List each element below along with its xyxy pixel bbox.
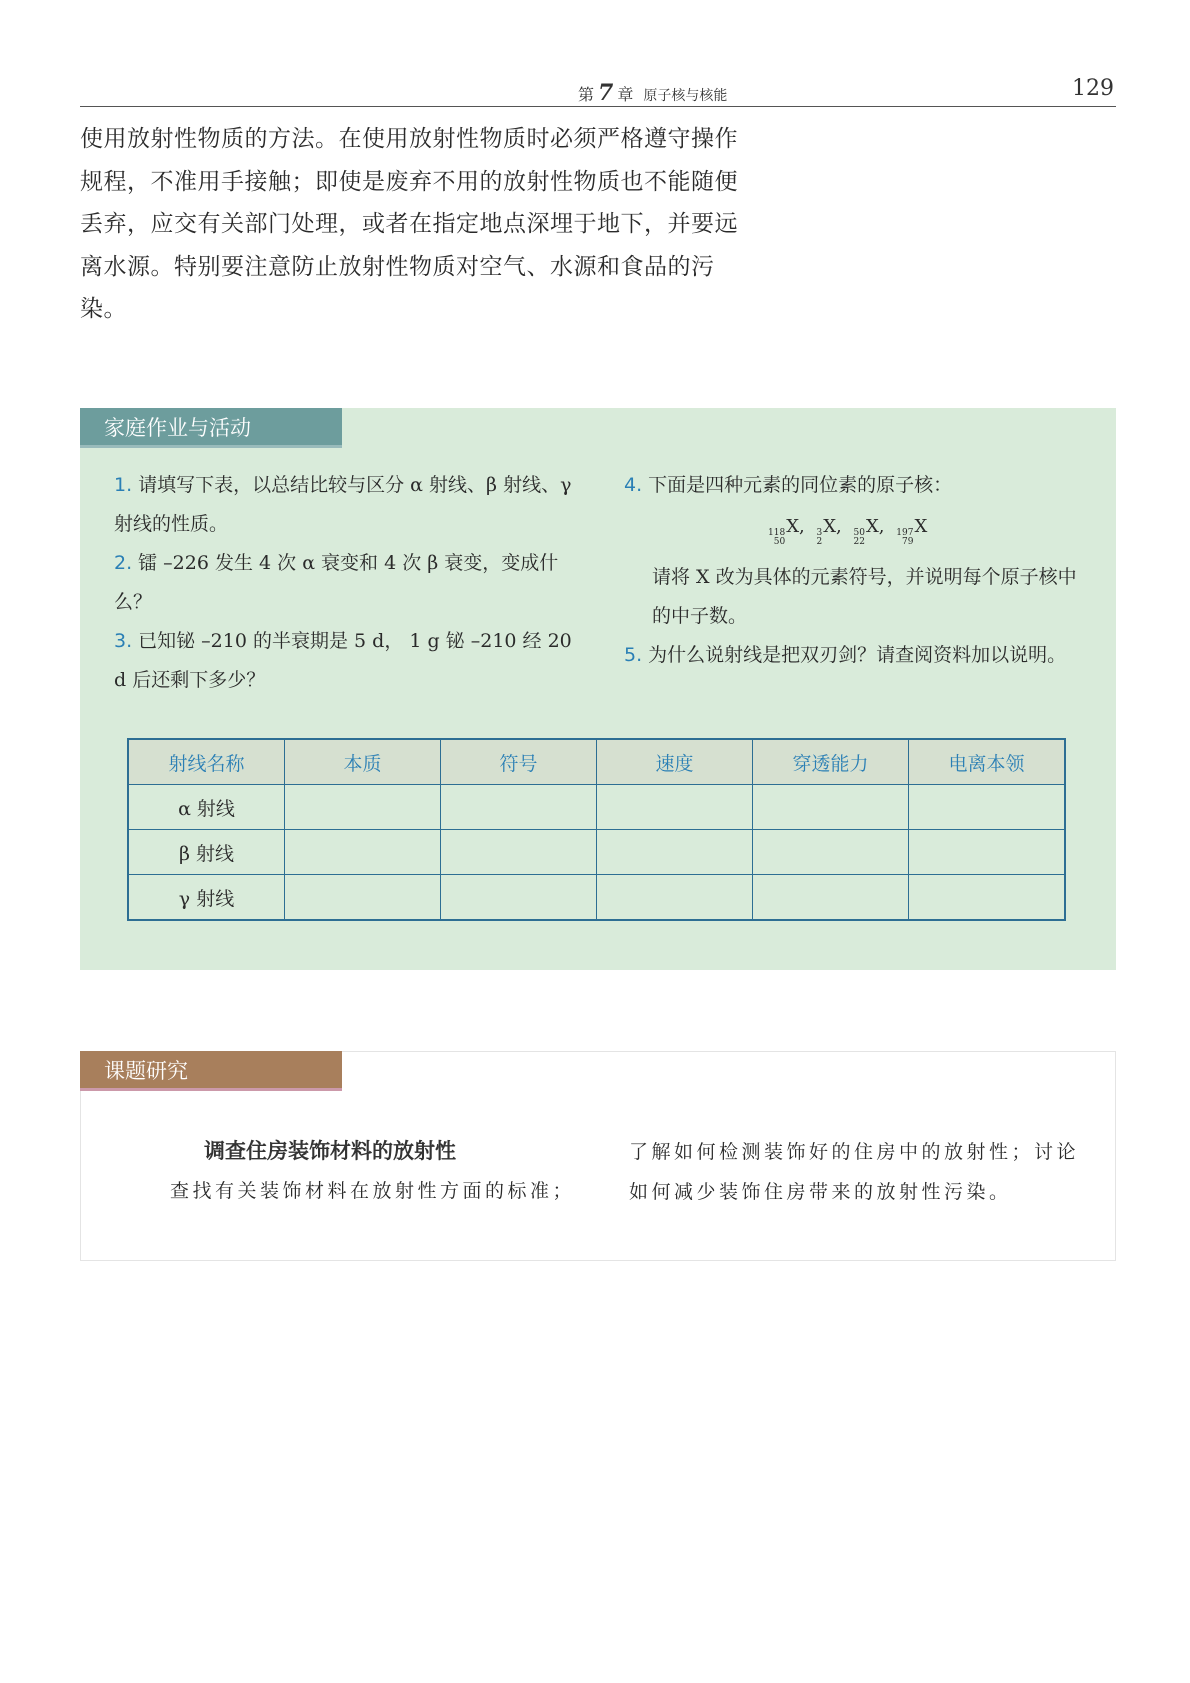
question-1 [114,466,584,544]
table-cell [441,785,597,830]
question-text: 下面是四种元素的同位素的原子核： [648,474,953,496]
question-text: 镭 –226 发生 4 次 α 衰变和 4 次 β 衰变，变成什么？ [114,552,559,613]
mass-number: 118 [768,528,786,538]
research-text-right [629,1132,1079,1212]
column-header: 穿透能力 [753,739,909,785]
research-topic: 调查住房装饰材料的放射性 [204,1139,456,1163]
table-cell [753,785,909,830]
chapter-number: 7 [598,80,614,106]
chapter-label [578,80,727,106]
mass-number: 197 [896,528,914,538]
table-cell [753,830,909,875]
table-cell [909,875,1066,921]
table-cell [597,875,753,921]
table-cell [909,830,1066,875]
question-number: 5. [624,644,643,666]
isotope-1: 118 50 X, [768,516,805,547]
isotope-3: 50 22 X, [853,516,885,547]
table-cell [441,875,597,921]
table-row [128,830,1065,875]
table-row [128,785,1065,830]
question-number: 3. [114,630,133,652]
question-3 [114,622,584,700]
question-text: 已知铋 –210 的半衰期是 5 d， 1 g 铋 –210 经 20 d 后还剩下多少？ [114,630,572,691]
question-text: 请填写下表，以总结比较与区分 α 射线、β 射线、γ 射线的性质。 [114,474,572,535]
table-cell [285,875,441,921]
column-header: 电离本领 [909,739,1066,785]
element-symbol: X [865,516,879,537]
table-cell [597,785,753,830]
question-2 [114,544,584,622]
table-cell [753,875,909,921]
column-header: 射线名称 [128,739,285,785]
element-symbol: X [914,516,928,537]
table-header-row [128,739,1065,785]
row-label: α 射线 [128,785,285,830]
question-5 [624,636,1094,675]
question-number: 1. [114,474,133,496]
research-text-line-1: 查找有关装饰材料在放射性方面的标准； [170,1180,576,1202]
table-row [128,875,1065,921]
chapter-prefix: 第 [578,85,595,104]
body-paragraph: 使用放射性物质的方法。在使用放射性物质时必须严格遵守操作规程，不准用手接触；即使是废弃不用的放射性物质也不能随便丢弃，应交有关部门处理，或者在指定地点深埋于地下，并要远离水源。特别要注意防止放射性物质对空气、水源和食品的污染。 [80,126,738,322]
page-header [80,72,1116,107]
table-cell [597,830,753,875]
atomic-number: 22 [853,537,865,547]
isotope-list [768,516,933,547]
element-symbol: X [786,516,800,537]
mass-number: 3 [816,528,823,538]
question-4 [624,466,1094,505]
atomic-number: 79 [902,537,914,547]
research-title: 课题研究 [80,1051,342,1091]
question-4-continued: 请将 X 改为具体的元素符号，并说明每个原子核中的中子数。 [652,566,1077,627]
question-text: 为什么说射线是把双刃剑？请查阅资料加以说明。 [648,644,1067,666]
row-label: β 射线 [128,830,285,875]
element-symbol: X [823,516,837,537]
homework-title: 家庭作业与活动 [80,408,342,448]
row-label: γ 射线 [128,875,285,921]
table-cell [909,785,1066,830]
table-cell [441,830,597,875]
page-number: 129 [1072,76,1114,101]
question-number: 4. [624,474,643,496]
isotope-2: 3 2 X, [816,516,842,547]
research-text-line-2: 了解如何检测装饰好的住房中的放射性；讨论 [629,1141,1080,1163]
chapter-title: 原子核与核能 [643,88,728,104]
question-number: 2. [114,552,133,574]
research-text-line-3: 如何减少装饰住房带来的放射性污染。 [629,1181,1012,1203]
atomic-number: 50 [773,537,786,547]
research-section [80,1051,1116,1261]
column-header: 符号 [441,739,597,785]
isotope-4 [896,516,927,547]
table-cell [285,830,441,875]
atomic-number: 2 [816,537,823,547]
column-header: 本质 [285,739,441,785]
chapter-suffix: 章 [617,85,634,104]
column-header: 速度 [597,739,753,785]
table-cell [285,785,441,830]
radiation-table [127,738,1066,921]
mass-number: 50 [853,528,865,538]
